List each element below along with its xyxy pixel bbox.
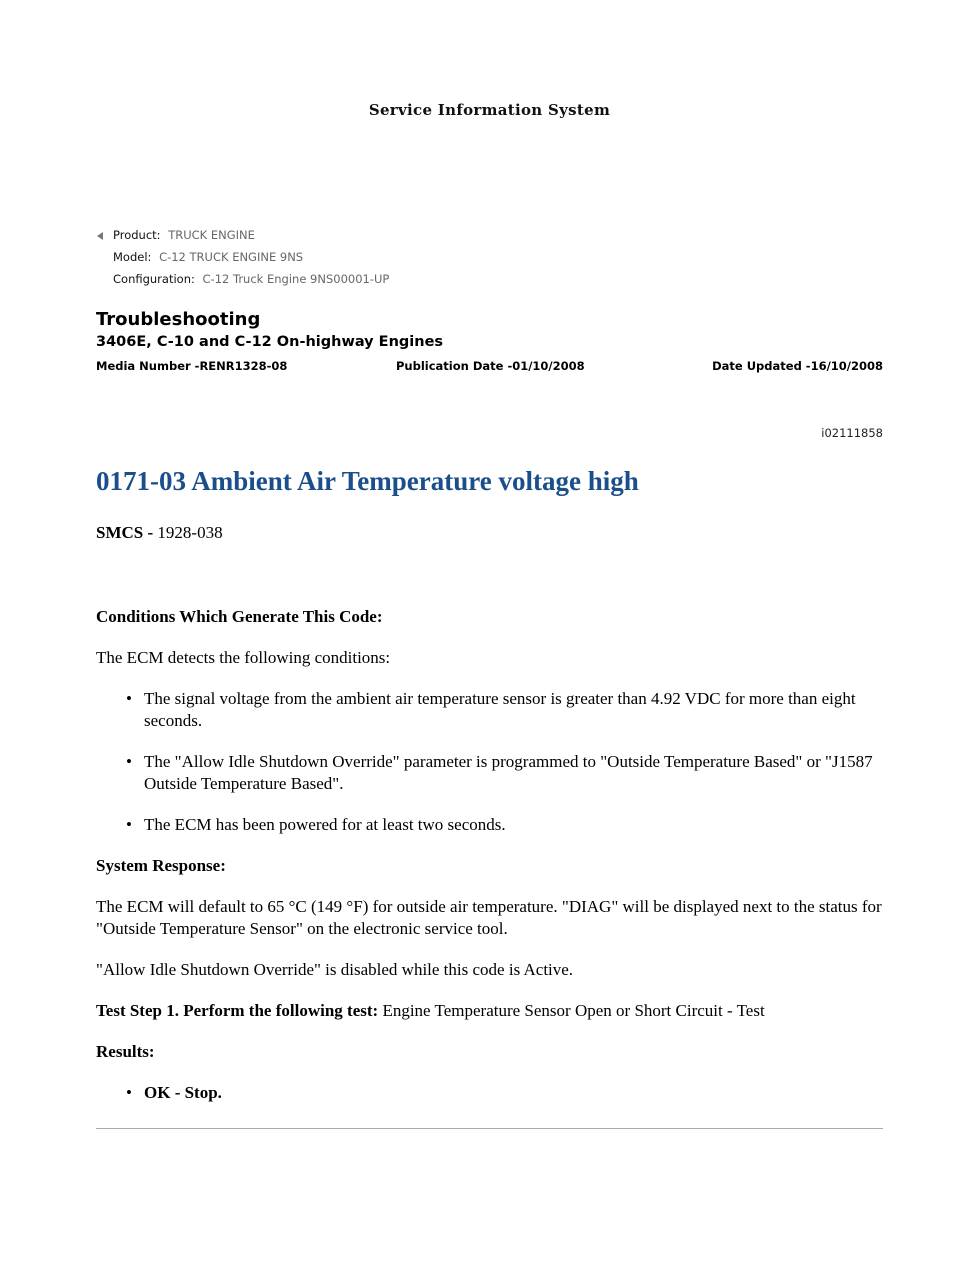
condition-text: The signal voltage from the ambient air temperature sensor is greater than 4.92 VDC for more than eight seconds. bbox=[144, 689, 856, 730]
condition-text: The ECM has been powered for at least two seconds. bbox=[144, 815, 506, 834]
product-row bbox=[97, 224, 389, 246]
conditions-list bbox=[96, 688, 886, 836]
bullet: • bbox=[126, 815, 132, 834]
test-step bbox=[96, 1000, 886, 1022]
results-heading: Results: bbox=[96, 1042, 155, 1061]
configuration-value: C-12 Truck Engine 9NS00001-UP bbox=[202, 272, 390, 286]
media-number: Media Number -RENR1328-08 bbox=[96, 359, 288, 373]
response-text: The ECM will default to 65 °C (149 °F) for outside air temperature. "DIAG" will be displayed next to the status for "Outside Temperature Sensor" on the electronic service tool. bbox=[96, 897, 882, 938]
test-step-label: Test Step 1. Perform the following test: bbox=[96, 1001, 379, 1020]
bullet: • bbox=[126, 1083, 132, 1102]
document-subtitle: 3406E, C-10 and C-12 On-highway Engines bbox=[96, 334, 444, 350]
list-item bbox=[96, 814, 886, 836]
banner-title: Service Information System bbox=[368, 101, 611, 119]
response-text: "Allow Idle Shutdown Override" is disabled while this code is Active. bbox=[96, 960, 574, 979]
model-label: Model: bbox=[113, 250, 152, 264]
document-id: i02111858 bbox=[821, 426, 883, 440]
conditions-heading: Conditions Which Generate This Code: bbox=[96, 607, 383, 626]
date-updated: Date Updated -16/10/2008 bbox=[712, 359, 883, 373]
response-heading: System Response: bbox=[96, 856, 226, 875]
smcs-line bbox=[96, 522, 886, 544]
article-title: 0171-03 Ambient Air Temperature voltage high bbox=[96, 466, 639, 496]
smcs-value: 1928-038 bbox=[157, 523, 223, 542]
back-arrow-icon[interactable] bbox=[97, 232, 103, 240]
list-item bbox=[96, 1082, 886, 1104]
divider bbox=[96, 1128, 883, 1129]
product-value: TRUCK ENGINE bbox=[168, 228, 255, 242]
list-item bbox=[96, 751, 886, 795]
configuration-label: Configuration: bbox=[113, 272, 195, 286]
article-body bbox=[96, 522, 886, 1123]
result-text: OK - Stop. bbox=[144, 1083, 222, 1102]
model-row bbox=[97, 246, 389, 268]
conditions-intro: The ECM detects the following conditions: bbox=[96, 648, 391, 667]
list-item bbox=[96, 688, 886, 732]
condition-text: The "Allow Idle Shutdown Override" parameter is programmed to "Outside Temperature Based" or "J1587 Outside Temperature Based". bbox=[144, 752, 873, 793]
product-label: Product: bbox=[113, 228, 161, 242]
product-info bbox=[97, 224, 389, 290]
bullet: • bbox=[126, 752, 132, 771]
configuration-row bbox=[97, 268, 389, 290]
bullet: • bbox=[126, 689, 132, 708]
results-list bbox=[96, 1082, 886, 1104]
smcs-label: SMCS - bbox=[96, 523, 154, 542]
document-type: Troubleshooting bbox=[96, 309, 261, 330]
model-value: C-12 TRUCK ENGINE 9NS bbox=[159, 250, 304, 264]
publication-date: Publication Date -01/10/2008 bbox=[396, 359, 585, 373]
test-step-link[interactable]: Engine Temperature Sensor Open or Short Circuit - Test bbox=[382, 1001, 765, 1020]
